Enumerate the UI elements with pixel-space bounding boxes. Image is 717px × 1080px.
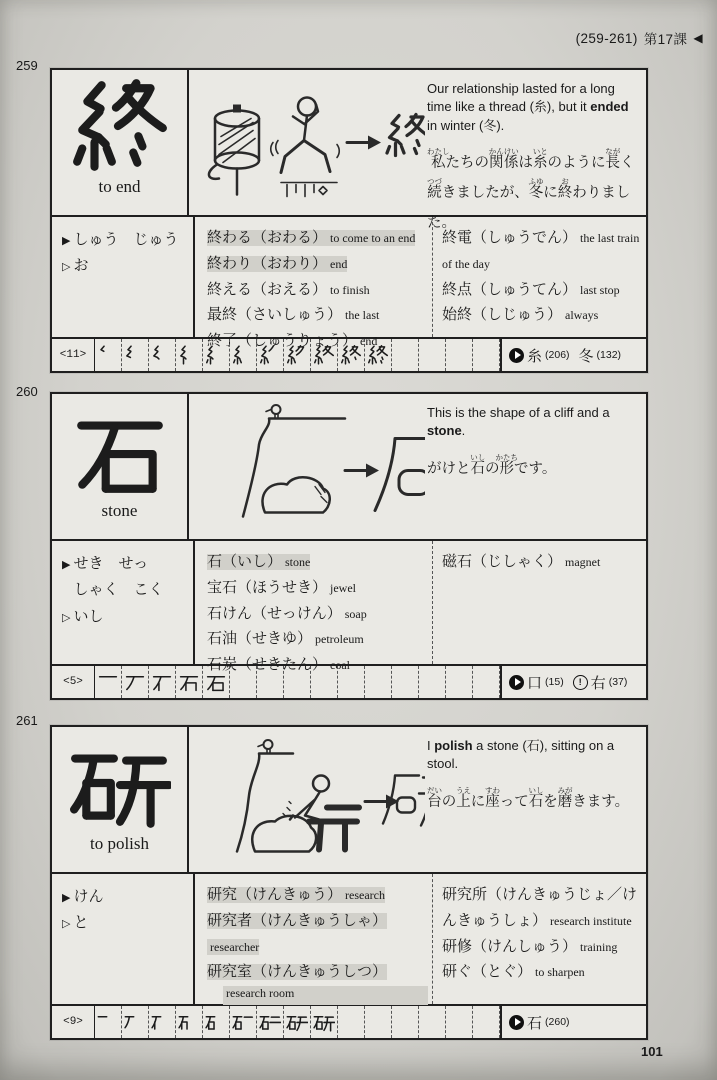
kanji-box: [52, 727, 189, 872]
stroke-step-cell: [338, 1006, 365, 1038]
vocab-extra-column: [432, 217, 646, 337]
kanji-entry-card: [50, 392, 648, 700]
ruby-word: 長なが: [605, 147, 621, 172]
vocab-main-column: [195, 217, 432, 350]
vocab-extra-column: [432, 541, 646, 664]
stroke-step-cell: [203, 339, 230, 371]
ruby-word: 台だい: [427, 785, 442, 810]
vocab-item: 研究室（けんきゅうしつ） research room: [207, 960, 428, 1004]
entry-top-row: [52, 727, 646, 874]
stroke-step-cell: [203, 1006, 230, 1038]
vocab-item: 石（いし） stone: [207, 554, 311, 570]
vocab-item: 研ぐ（とぐ） to sharpen: [442, 964, 585, 981]
stroke-step-cell: [122, 1006, 149, 1038]
vocab-meaning: stone: [282, 555, 310, 569]
mnemonic-area: [189, 394, 646, 539]
stroke-step-cell: [176, 666, 203, 698]
stroke-step-cell: [392, 666, 419, 698]
mnemonic-area: [189, 727, 646, 872]
stroke-step-cell: [257, 666, 284, 698]
ruby-word: 座すわ: [485, 785, 500, 810]
stroke-step-cell: [203, 666, 230, 698]
ruby-word: 上うえ: [456, 785, 471, 810]
stroke-step-cell: [230, 666, 257, 698]
vocab-item: 終える（おえる） to finish: [207, 281, 370, 298]
stroke-order-cells: [95, 1006, 500, 1038]
stroke-order-cells: [95, 666, 500, 698]
stroke-step-cell: [473, 1006, 500, 1038]
ruby-word: 石いし: [470, 452, 486, 477]
stroke-step-cell: [419, 339, 446, 371]
vocab-item: 石油（せきゆ） petroleum: [207, 631, 364, 648]
vocab-meaning: research institute: [550, 913, 632, 928]
readings-column: [52, 541, 195, 664]
vocab-extra-column: [432, 874, 646, 1004]
ruby-word: 糸いと: [532, 147, 548, 172]
stroke-step-cell: [149, 666, 176, 698]
vocab-item: 始終（しじゅう） always: [442, 307, 599, 324]
header-lesson-number: 第17課: [643, 32, 688, 47]
ruby-word: 冬ふゆ: [528, 177, 544, 202]
vocab-item: 研修（けんしゅう） training: [442, 938, 618, 955]
ruby-word: 私わたし: [427, 147, 450, 172]
kanji-box: [52, 70, 189, 215]
mnemonic-area: [189, 70, 646, 231]
entry-top-row: [52, 394, 646, 541]
vocab-item: 研究所（けんきゅうじょ／けんきゅうしょ） research institute: [442, 887, 638, 929]
lesson-marker-triangle-icon: ◀: [693, 31, 703, 45]
vocab-meaning: coal: [330, 658, 351, 673]
stroke-step-cell: [473, 339, 500, 371]
stroke-step-cell: [419, 1006, 446, 1038]
ruby-word: 続つづ: [427, 177, 442, 202]
kanji-box: [52, 394, 189, 539]
stroke-order-row: [52, 1006, 646, 1038]
vocab-item: 終電（しゅうでん） the last train of the day: [442, 230, 640, 271]
stroke-step-cell: [257, 339, 284, 371]
ruby-word: 関係かんけい: [488, 147, 519, 172]
spool-of-thread-and-walking-man-illustration: [197, 78, 425, 211]
vocab-meaning: to come to an end: [327, 231, 415, 245]
vocabulary-row: [52, 541, 646, 674]
ruby-word: 形かたち: [495, 452, 518, 477]
vocab-meaning: to sharpen: [535, 965, 585, 980]
kanji-meaning: stone: [101, 501, 138, 520]
entry-top-row: [52, 70, 646, 231]
kanji-entry-card: [50, 68, 648, 373]
ruby-word: 磨みが: [557, 785, 573, 810]
stroke-step-cell: [473, 666, 500, 698]
vocab-main-column: [195, 541, 432, 674]
vocab-item: 磁石（じしゃく） magnet: [442, 554, 601, 570]
header-kanji-range: (259-261): [575, 30, 638, 46]
related-kanji-box: [500, 1006, 646, 1038]
stroke-step-cell: [122, 339, 149, 371]
stroke-order-cells: [95, 339, 500, 371]
stroke-step-cell: [95, 339, 122, 371]
page-number: 101: [641, 1044, 663, 1059]
stroke-step-cell: [446, 666, 473, 698]
play-circle-icon: [509, 348, 524, 363]
related-kanji-ref: 冬 (132): [578, 348, 622, 365]
caution-icon: !: [573, 675, 588, 690]
mnemonic-english: This is the shape of a cliff and a stone.: [427, 405, 610, 439]
vocab-meaning: soap: [344, 606, 367, 621]
related-kanji-box: [500, 666, 646, 698]
vocab-main-column: [195, 874, 432, 1004]
stroke-step-cell: [365, 339, 392, 371]
vocab-meaning: always: [565, 308, 599, 323]
stroke-step-cell: [176, 339, 203, 371]
vocab-item: 終点（しゅうてん） last stop: [442, 281, 620, 298]
vocab-meaning: end: [360, 334, 378, 349]
mnemonic-english: Our relationship lasted for a long time like a thread (糸), but it ended in winter (冬).: [427, 81, 629, 133]
vocab-meaning: jewel: [330, 580, 357, 595]
vocab-meaning: the last: [345, 308, 380, 323]
stroke-step-cell: [257, 1006, 284, 1038]
vocab-item: 終了（しゅうりょう） end: [207, 333, 378, 350]
stroke-count-label: <11>: [52, 339, 95, 371]
stroke-step-cell: [122, 666, 149, 698]
stroke-step-cell: [95, 666, 122, 698]
mnemonic-english: I polish a stone (石), sitting on a stool.: [427, 738, 615, 772]
vocab-item: 終わる（おわる） to come to an end: [207, 230, 416, 246]
mnemonic-japanese: 台だいの上うえに座すわって石いしを磨みがきます。: [427, 785, 630, 810]
vocab-meaning: training: [580, 939, 618, 954]
stroke-step-cell: [284, 339, 311, 371]
vocab-item: 宝石（ほうせき） jewel: [207, 579, 357, 596]
kanji-meaning: to polish: [89, 834, 150, 853]
ruby-word: 石いし: [528, 785, 544, 810]
stroke-step-cell: [149, 339, 176, 371]
stroke-step-cell: [446, 1006, 473, 1038]
vocab-item: 終わり（おわり） end: [207, 255, 348, 272]
stroke-step-cell: [392, 339, 419, 371]
related-kanji-box: [500, 339, 646, 371]
vocabulary-row: [52, 217, 646, 350]
stroke-count-label: <9>: [52, 1006, 95, 1038]
vocab-meaning: petroleum: [315, 632, 364, 647]
stroke-step-cell: [311, 666, 338, 698]
related-kanji-ref: 石 (260): [509, 1012, 570, 1033]
stroke-step-cell: [149, 1006, 176, 1038]
stroke-step-cell: [311, 1006, 338, 1038]
vocab-meaning: last stop: [580, 282, 620, 297]
related-kanji-ref: ! 右 (37): [573, 672, 628, 693]
play-circle-icon: [509, 675, 524, 690]
vocab-meaning: end: [327, 257, 347, 271]
kanji-glyph: [69, 399, 171, 501]
stroke-step-cell: [419, 666, 446, 698]
stroke-count-label: <5>: [52, 666, 95, 698]
kun-reading: ▷ お: [62, 258, 89, 275]
vocab-meaning: research: [342, 888, 385, 902]
stroke-step-cell: [95, 1006, 122, 1038]
vocab-item: 研究者（けんきゅうしゃ）researcher: [207, 912, 388, 954]
cliff-with-bird-and-stone-illustration: [197, 402, 425, 535]
vocab-meaning: magnet: [565, 555, 601, 569]
man-polishing-stone-on-stool-illustration: [197, 735, 425, 868]
vocab-meaning: the last train of the day: [442, 231, 640, 271]
kanji-glyph: [69, 732, 171, 834]
vocabulary-row: [52, 874, 646, 1006]
stroke-step-cell: [446, 339, 473, 371]
on-reading: ▶ しゅう じゅう: [62, 232, 179, 248]
stroke-step-cell: [392, 1006, 419, 1038]
kun-reading: ▷ と: [62, 915, 89, 932]
stroke-step-cell: [338, 339, 365, 371]
stroke-step-cell: [365, 1006, 392, 1038]
vocab-meaning: to finish: [330, 282, 370, 297]
kun-reading: ▷ いし: [62, 608, 104, 625]
vocab-item: 最終（さいしゅう） the last: [207, 307, 380, 324]
readings-column: [52, 874, 195, 1004]
stroke-order-row: [52, 666, 646, 698]
stroke-step-cell: [284, 666, 311, 698]
page-header: [576, 28, 703, 48]
ruby-word: 終お: [557, 177, 573, 202]
vocab-meaning: researcher: [207, 940, 259, 954]
readings-column: [52, 217, 195, 337]
stroke-step-cell: [338, 666, 365, 698]
stroke-step-cell: [284, 1006, 311, 1038]
stroke-step-cell: [176, 1006, 203, 1038]
on-reading: ▶ けん: [62, 889, 104, 905]
related-kanji-ref: 口 (15): [509, 672, 564, 693]
stroke-step-cell: [311, 339, 338, 371]
entry-number: 260: [16, 384, 38, 399]
kanji-entry-card: [50, 725, 648, 1040]
stroke-order-row: [52, 339, 646, 371]
vocab-item: 石炭（せきたん） coal: [207, 657, 351, 674]
play-circle-icon: [509, 1015, 524, 1030]
stroke-step-cell: [230, 1006, 257, 1038]
stroke-step-cell: [230, 339, 257, 371]
vocab-item: 石けん（せっけん） soap: [207, 605, 367, 622]
on-reading: ▶ せき せっ: [62, 556, 149, 572]
reading-continued: しゃく こく: [73, 582, 164, 599]
mnemonic-japanese: がけと石いしの形かたちです。: [427, 452, 557, 477]
vocab-item: 研究（けんきゅう） research: [207, 887, 385, 903]
kanji-meaning: to end: [98, 177, 141, 196]
mnemonic-japanese: 私わたしたちの関係かんけいは糸いとのように長ながく続つづきましたが、冬ふゆに終おわりました。: [427, 147, 635, 231]
entry-number: 261: [16, 713, 38, 728]
kanji-glyph: [69, 75, 171, 177]
related-kanji-ref: 糸 (206): [509, 345, 570, 366]
vocab-meaning: research room: [223, 986, 428, 1005]
stroke-step-cell: [365, 666, 392, 698]
entry-number: 259: [16, 58, 38, 73]
